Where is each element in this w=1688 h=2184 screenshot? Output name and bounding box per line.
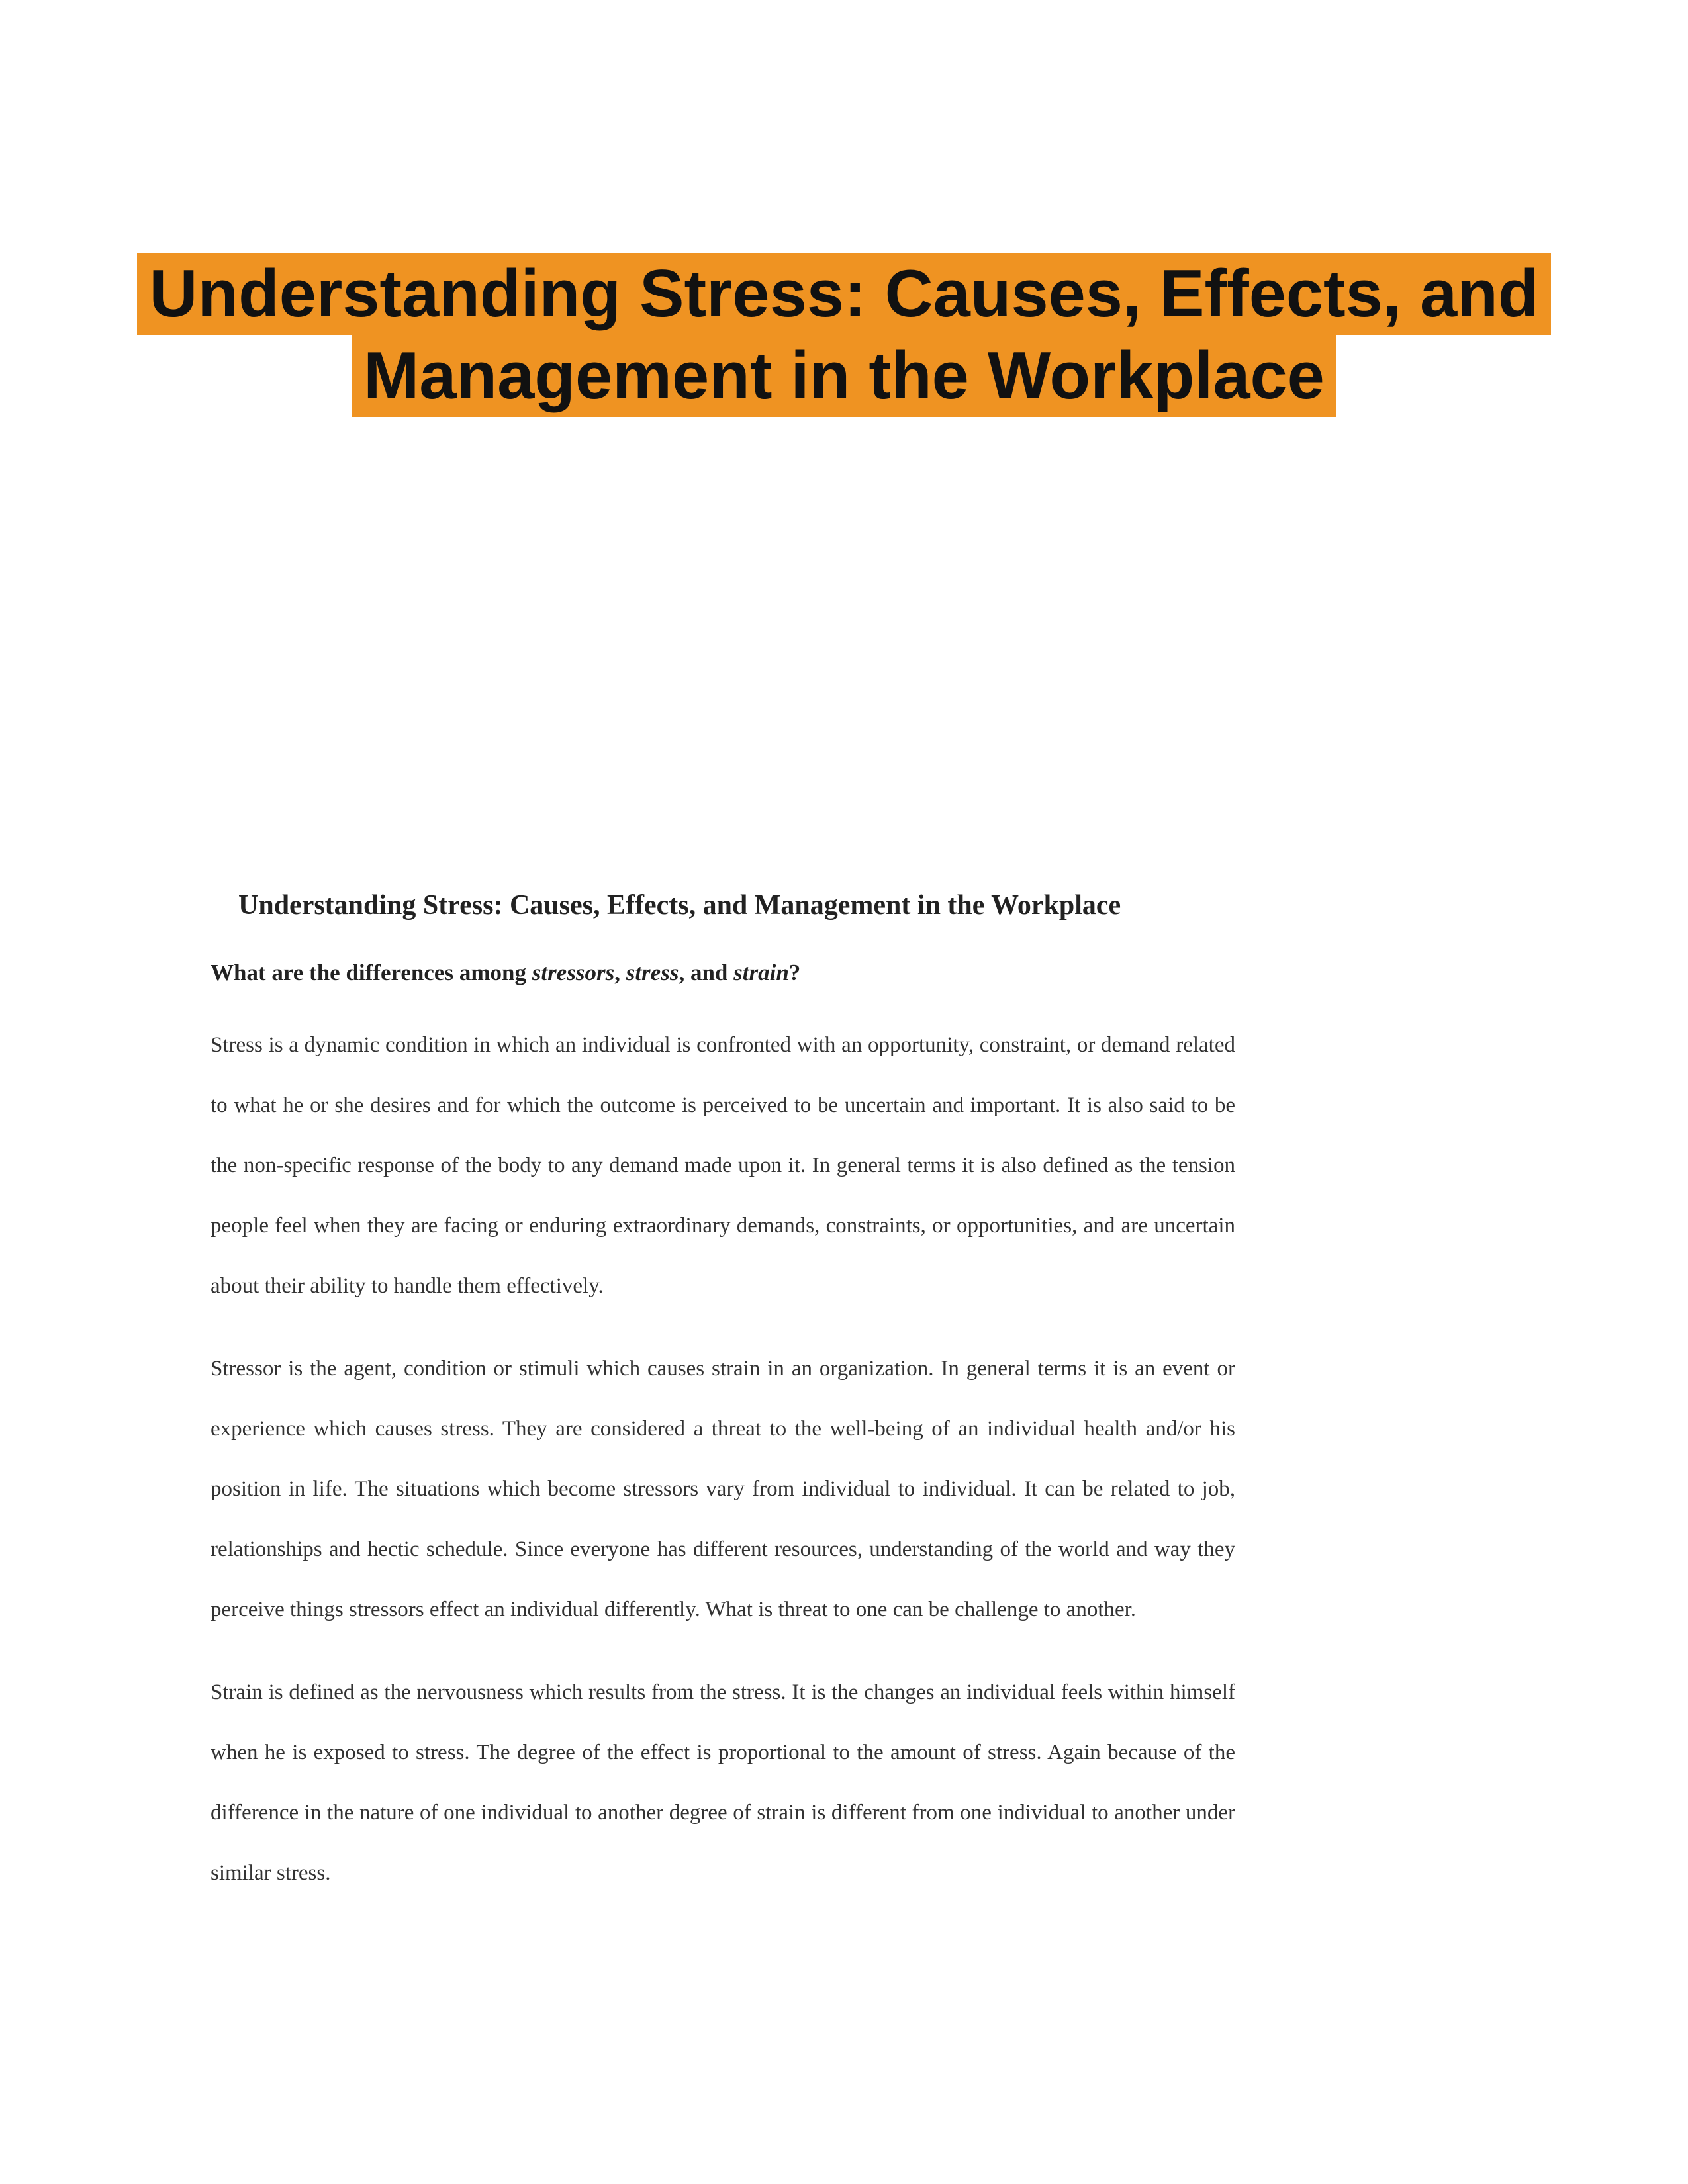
section-question [211,957,1235,989]
question-suffix: ? [788,960,801,985]
paragraph-strain-definition: Strain is defined as the nervousness which results from the stress. It is the changes an individual feels within himself when he is exposed to stress. The degree of the effect is proportional to the amount of stress. Again because of the difference in the nature of one individual to another degree of strain is different from one individual to another under similar stress. [211,1680,1235,1885]
question-separator-2: , and [679,960,734,985]
question-term-stressors: stressors [532,960,615,985]
cover-title-line-1: Understanding Stress: Causes, Effects, and [137,253,1550,335]
question-term-strain: strain [733,960,789,985]
cover-title [0,253,1688,417]
question-separator-1: , [614,960,626,985]
question-term-stress: stress [626,960,679,985]
scanned-document-page [211,887,1235,1903]
document-title: Understanding Stress: Causes, Effects, and Management in the Workplace [238,890,1121,921]
paragraph-stress-definition: Stress is a dynamic condition in which an individual is confronted with an opportunity, constraint, or demand related to what he or she desires and for which the outcome is perceived to be uncertain and important. It is also said to be the non-specific response of the body to any demand made upon it. In general terms it is also defined as the tension people feel when they are facing or enduring extraordinary demands, constraints, or opportunities, and are uncertain about their ability to handle them effectively. [211,1033,1235,1298]
cover-title-line-2: Management in the Workplace [352,335,1336,417]
paragraph-stressor-definition: Stressor is the agent, condition or stimuli which causes strain in an organization. In general terms it is an event or experience which causes stress. They are considered a threat to the well-being of an individual health and/or his position in life. The situations which become stressors vary from individual to individual. It can be related to job, relationships and hectic schedule. Since everyone has different resources, understanding of the world and way they perceive things stressors effect an individual differently. What is threat to one can be challenge to another. [211,1357,1235,1621]
question-prefix: What are the differences among [211,960,532,985]
